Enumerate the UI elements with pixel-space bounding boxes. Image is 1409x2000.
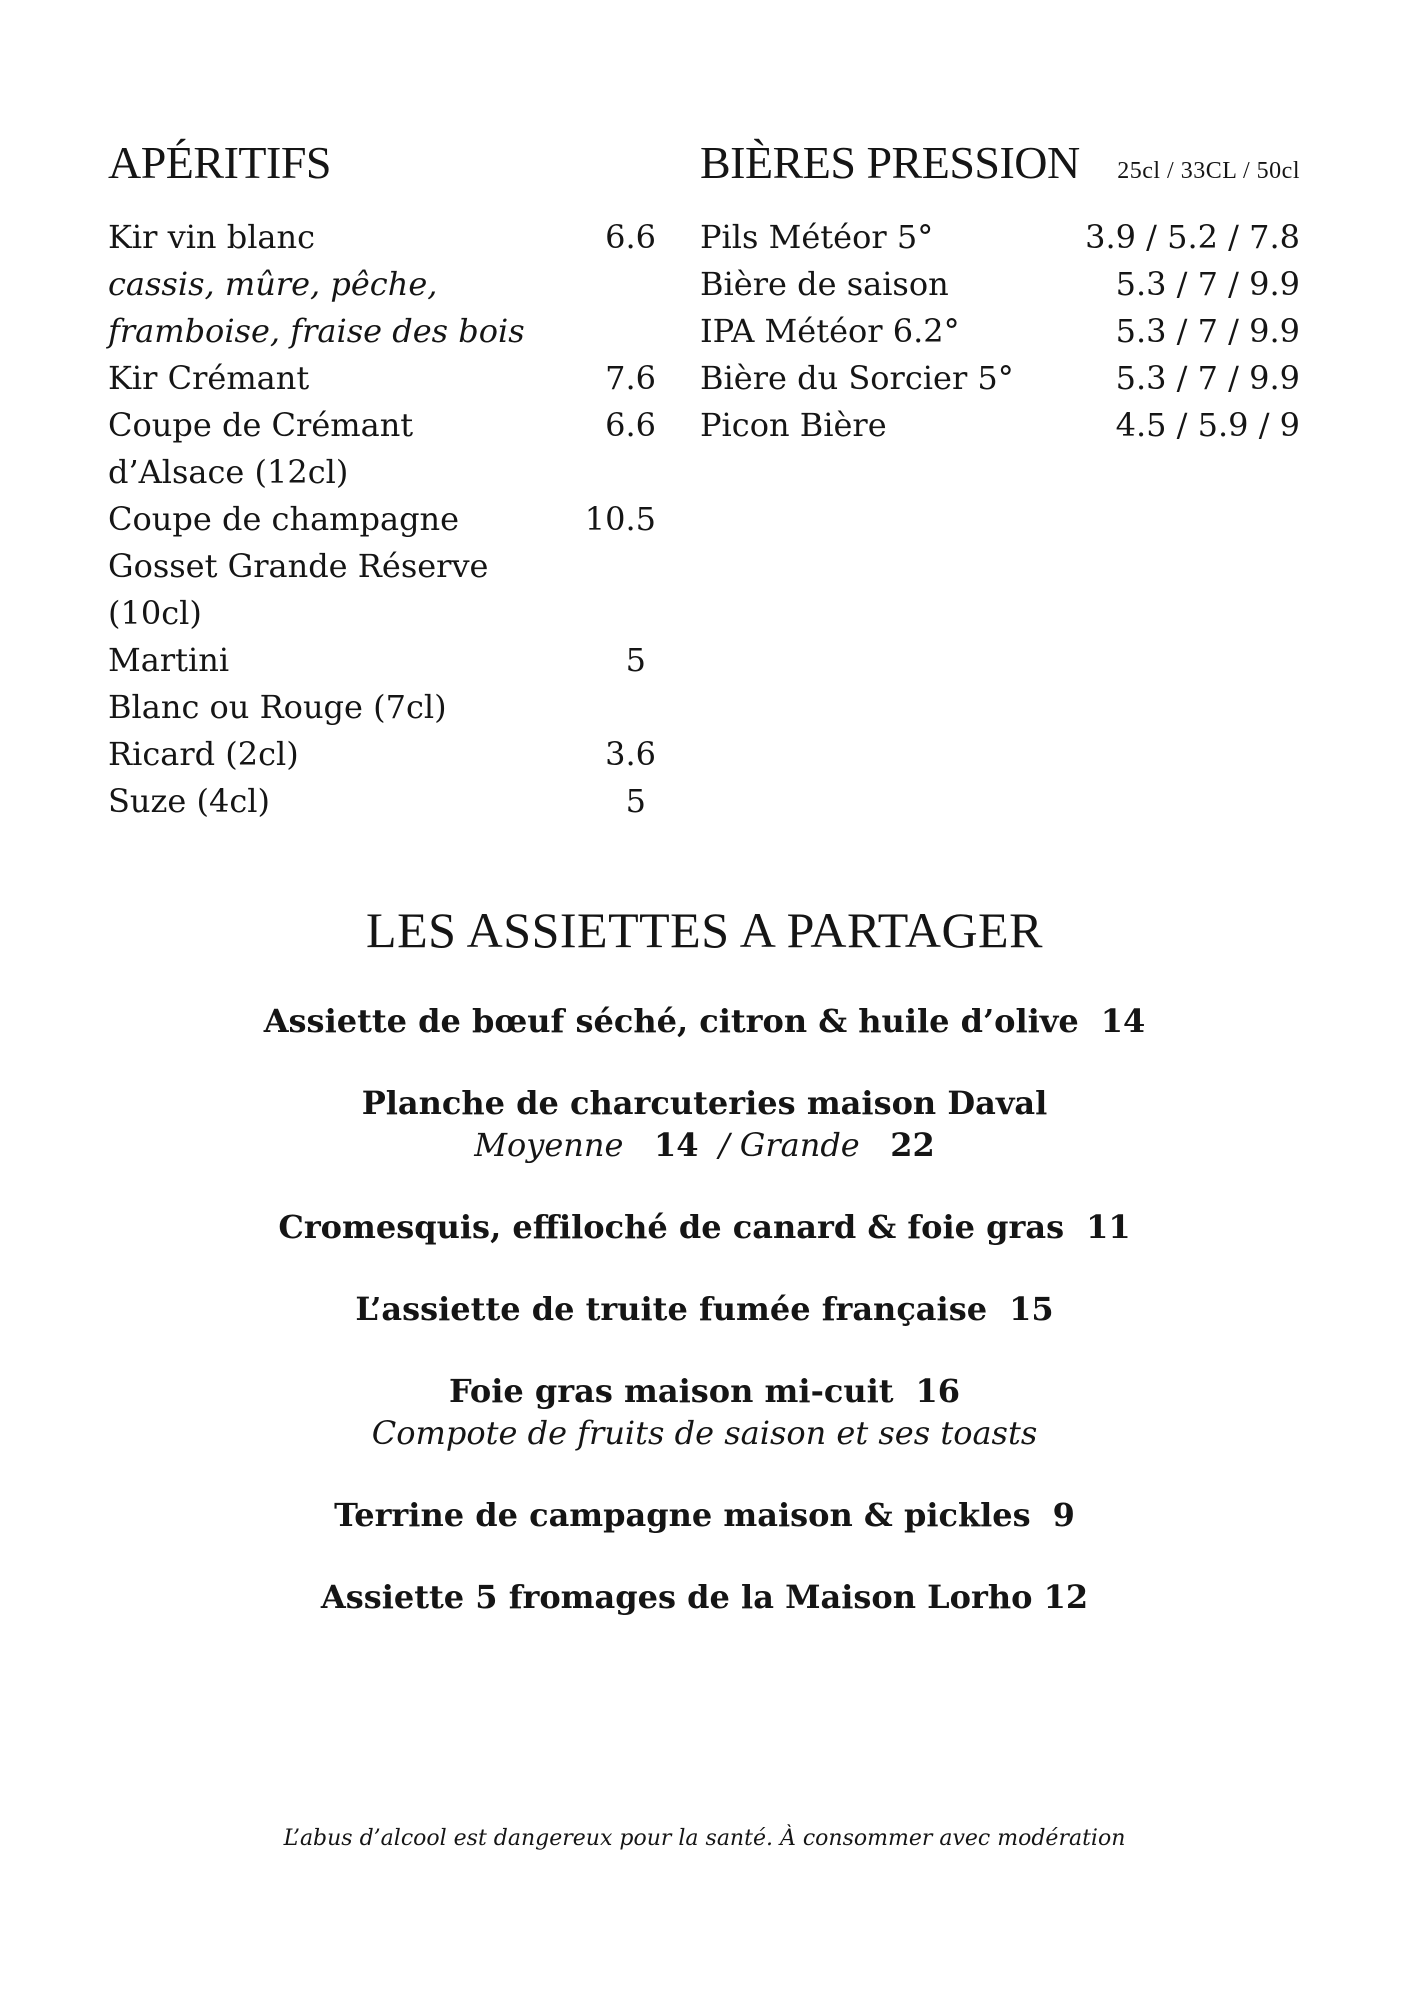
item-name: Picon Bière bbox=[700, 406, 887, 444]
item-name: Kir vin blanc bbox=[108, 218, 316, 256]
menu-item bbox=[108, 731, 656, 778]
plate-name: Assiette 5 fromages de la Maison Lorho bbox=[320, 1578, 1033, 1616]
item-description: cassis, mûre, pêche, bbox=[108, 265, 438, 303]
item-description: framboise, fraise des bois bbox=[108, 312, 525, 350]
beers-section bbox=[700, 137, 1300, 449]
item-name: Martini bbox=[108, 641, 230, 679]
beers-header bbox=[700, 137, 1300, 188]
item-name: Coupe de champagne bbox=[108, 500, 460, 538]
plate-name: Cromesquis, effiloché de canard & foie gras bbox=[278, 1208, 1065, 1246]
item-name: Suze (4cl) bbox=[108, 782, 270, 820]
item-price: 7.6 bbox=[605, 359, 656, 397]
plate-item bbox=[0, 1206, 1409, 1248]
menu-item bbox=[108, 778, 656, 825]
menu-item bbox=[108, 637, 656, 684]
health-warning: L’abus d’alcool est dangereux pour la santé. À consommer avec modération bbox=[283, 1826, 1126, 1851]
item-price: 5.3 / 7 / 9.9 bbox=[1115, 312, 1300, 350]
item-name: Ricard (2cl) bbox=[108, 735, 299, 773]
item-name: IPA Météor 6.2° bbox=[700, 312, 960, 350]
item-name: Kir Crémant bbox=[108, 359, 310, 397]
item-price: 6.6 bbox=[605, 406, 656, 444]
menu-item bbox=[700, 261, 1300, 308]
plate-price: 15 bbox=[1009, 1290, 1054, 1328]
menu-item bbox=[700, 402, 1300, 449]
plate-price: 16 bbox=[915, 1372, 961, 1410]
item-price: 10.5 bbox=[584, 500, 656, 538]
plate-name: Assiette de bœuf séché, citron & huile d’olive bbox=[263, 1002, 1079, 1040]
item-description: Gosset Grande Réserve bbox=[108, 547, 489, 585]
menu-item bbox=[108, 214, 656, 261]
plate-name: Foie gras maison mi-cuit bbox=[448, 1372, 894, 1410]
aperitifs-section bbox=[108, 137, 656, 825]
size-price: 22 bbox=[890, 1126, 935, 1164]
plate-item bbox=[0, 1576, 1409, 1618]
size-price: 14 bbox=[653, 1126, 699, 1164]
plate-name: L’assiette de truite fumée française bbox=[355, 1290, 988, 1328]
plate-sizes bbox=[0, 1124, 1409, 1166]
plate-item bbox=[0, 1000, 1409, 1042]
beers-title: BIÈRES PRESSION bbox=[700, 137, 1080, 188]
plate-name: Planche de charcuteries maison Daval bbox=[361, 1084, 1048, 1122]
menu-item bbox=[108, 355, 656, 402]
menu-item bbox=[700, 214, 1300, 261]
plate-item bbox=[0, 1082, 1409, 1166]
item-price: 6.6 bbox=[605, 218, 656, 256]
item-description: Blanc ou Rouge (7cl) bbox=[108, 688, 447, 726]
item-price: 3.9 / 5.2 / 7.8 bbox=[1085, 218, 1300, 256]
size-label: Grande bbox=[739, 1126, 860, 1164]
plate-name: Terrine de campagne maison & pickles bbox=[334, 1496, 1031, 1534]
item-description: d’Alsace (12cl) bbox=[108, 453, 349, 491]
item-price: 5 bbox=[625, 641, 646, 679]
item-name: Pils Météor 5° bbox=[700, 218, 934, 256]
item-description: (10cl) bbox=[108, 594, 202, 632]
menu-item bbox=[108, 402, 656, 449]
menu-item bbox=[700, 355, 1300, 402]
beer-sizes: 25cl / 33CL / 50cl bbox=[1117, 158, 1300, 184]
plate-item bbox=[0, 1288, 1409, 1330]
plate-description: Compote de fruits de saison et ses toasts bbox=[371, 1414, 1038, 1452]
item-name: Bière de saison bbox=[700, 265, 949, 303]
menu-item bbox=[700, 308, 1300, 355]
size-separator: / bbox=[718, 1126, 730, 1164]
size-label: Moyenne bbox=[474, 1126, 624, 1164]
plate-price: 14 bbox=[1100, 1002, 1146, 1040]
plates-section bbox=[0, 902, 1409, 1658]
plate-price: 11 bbox=[1086, 1208, 1131, 1246]
plates-title: LES ASSIETTES A PARTAGER bbox=[366, 902, 1043, 958]
plate-price: 9 bbox=[1052, 1496, 1075, 1534]
item-price: 5.3 / 7 / 9.9 bbox=[1115, 359, 1300, 397]
item-price: 3.6 bbox=[605, 735, 656, 773]
item-name: Coupe de Crémant bbox=[108, 406, 414, 444]
item-name: Bière du Sorcier 5° bbox=[700, 359, 1014, 397]
item-price: 5.3 / 7 / 9.9 bbox=[1115, 265, 1300, 303]
plate-price: 12 bbox=[1043, 1578, 1089, 1616]
item-price: 5 bbox=[625, 782, 646, 820]
item-price: 4.5 / 5.9 / 9 bbox=[1115, 406, 1300, 444]
menu-item bbox=[108, 496, 656, 543]
plate-item bbox=[0, 1494, 1409, 1536]
plate-item bbox=[0, 1370, 1409, 1454]
aperitifs-title: APÉRITIFS bbox=[108, 137, 331, 188]
